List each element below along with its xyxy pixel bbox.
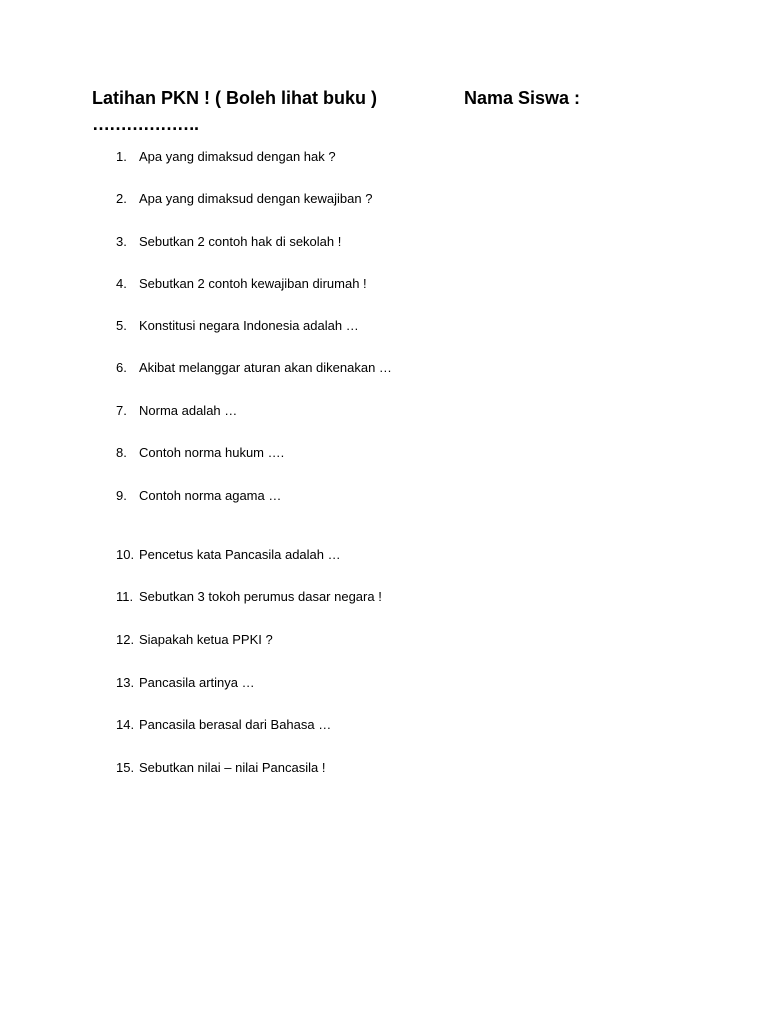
question-item bbox=[0, 445, 700, 465]
question-text: Apa yang dimaksud dengan kewajiban ? bbox=[139, 191, 373, 206]
question-text: Apa yang dimaksud dengan hak ? bbox=[139, 149, 336, 164]
question-number: 12. bbox=[116, 632, 135, 647]
question-text: Sebutkan 2 contoh kewajiban dirumah ! bbox=[139, 276, 367, 291]
question-number: 6. bbox=[116, 360, 127, 375]
question-number: 7. bbox=[116, 403, 127, 418]
question-number: 3. bbox=[116, 234, 127, 249]
question-item bbox=[0, 547, 700, 567]
question-number: 2. bbox=[116, 191, 127, 206]
question-item bbox=[0, 632, 700, 652]
question-number: 11. bbox=[116, 589, 134, 604]
question-text: Sebutkan 3 tokoh perumus dasar negara ! bbox=[139, 589, 382, 604]
student-name-blank: ………………. bbox=[92, 114, 199, 134]
question-number: 13. bbox=[116, 675, 135, 690]
question-item bbox=[0, 149, 700, 169]
question-item bbox=[0, 318, 700, 338]
question-number: 1. bbox=[116, 149, 127, 164]
question-item bbox=[0, 234, 700, 254]
question-text: Sebutkan 2 contoh hak di sekolah ! bbox=[139, 234, 342, 249]
question-text: Akibat melanggar aturan akan dikenakan … bbox=[139, 360, 392, 375]
question-text: Norma adalah … bbox=[139, 403, 238, 418]
question-text: Contoh norma hukum …. bbox=[139, 445, 285, 460]
question-text: Pencetus kata Pancasila adalah … bbox=[139, 547, 341, 562]
question-item bbox=[0, 360, 700, 380]
question-text: Konstitusi negara Indonesia adalah … bbox=[139, 318, 359, 333]
question-item bbox=[0, 191, 700, 211]
question-number: 10. bbox=[116, 547, 135, 562]
question-text: Pancasila berasal dari Bahasa … bbox=[139, 717, 332, 732]
question-item bbox=[0, 276, 700, 296]
question-number: 14. bbox=[116, 717, 135, 732]
question-number: 5. bbox=[116, 318, 127, 333]
question-item bbox=[0, 589, 700, 609]
question-number: 9. bbox=[116, 488, 127, 503]
question-number: 4. bbox=[116, 276, 127, 291]
student-name-label: Nama Siswa : bbox=[464, 88, 581, 108]
worksheet-header bbox=[92, 88, 692, 112]
question-item bbox=[0, 760, 700, 780]
question-text: Pancasila artinya … bbox=[139, 675, 255, 690]
question-number: 15. bbox=[116, 760, 135, 775]
question-text: Siapakah ketua PPKI ? bbox=[139, 632, 273, 647]
question-text: Contoh norma agama … bbox=[139, 488, 282, 503]
question-number: 8. bbox=[116, 445, 127, 460]
question-text: Sebutkan nilai – nilai Pancasila ! bbox=[139, 760, 326, 775]
question-item bbox=[0, 675, 700, 695]
worksheet-title: Latihan PKN ! ( Boleh lihat buku ) bbox=[92, 88, 377, 108]
question-item bbox=[0, 488, 700, 508]
question-item bbox=[0, 717, 700, 737]
question-item bbox=[0, 403, 700, 423]
